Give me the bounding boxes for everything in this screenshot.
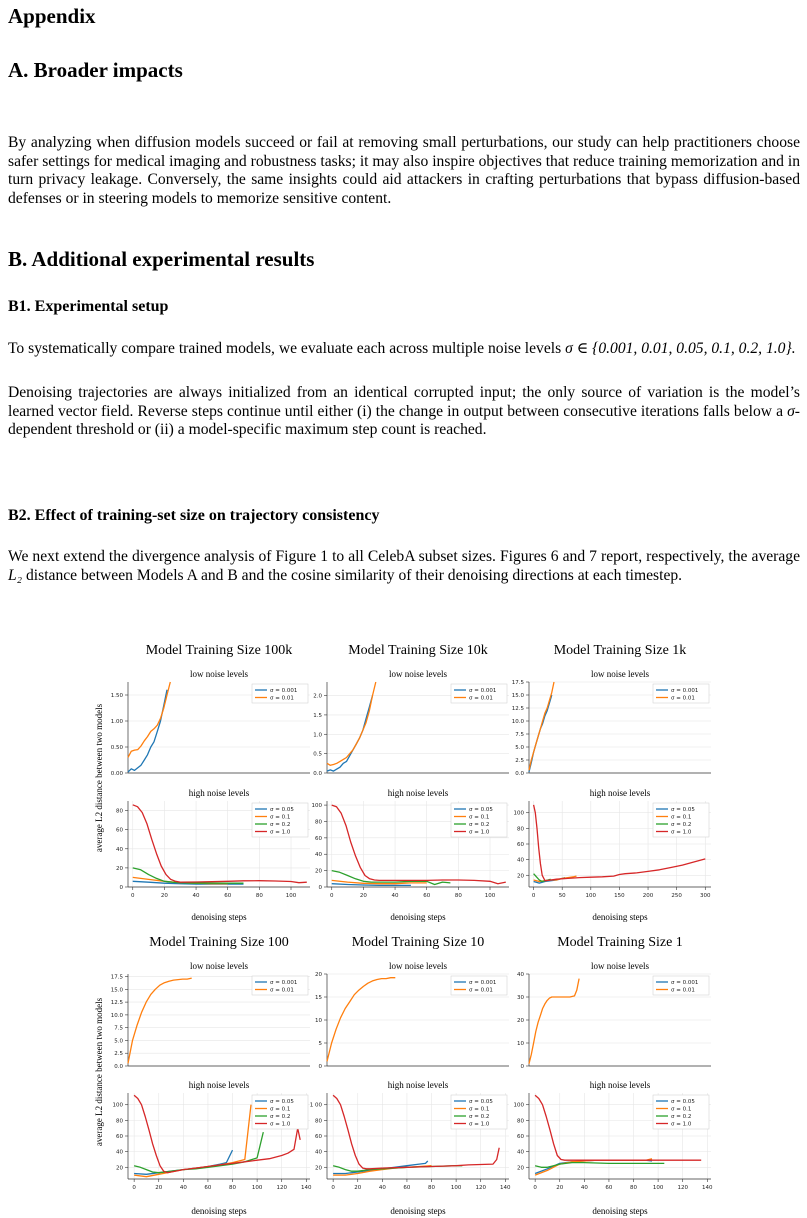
legend-label: σ = 0.1 — [671, 814, 692, 821]
legend-label: σ = 0.001 — [671, 688, 699, 694]
panel-10 — [517, 961, 711, 1070]
legend-label: σ = 0.1 — [469, 814, 490, 821]
x-tick-label: 40 — [378, 1185, 386, 1191]
x-tick-label: 60 — [605, 1185, 613, 1191]
legend-label: σ = 1.0 — [270, 829, 291, 836]
x-tick-label: 20 — [155, 1185, 163, 1191]
panel-subtitle: low noise levels — [591, 669, 649, 679]
y-tick-label: 40 — [517, 1149, 524, 1156]
y-tick-label: 60 — [517, 842, 524, 848]
b1-p1-math: σ ∈ {0.001, 0.01, 0.05, 0.1, 0.2, 1.0}. — [565, 340, 796, 357]
y-tick-label: 60 — [116, 1134, 123, 1140]
y-tick-label: 30 — [517, 995, 524, 1001]
chart-title: Model Training Size 100 — [149, 935, 289, 950]
panel-9 — [310, 1080, 511, 1191]
x-axis-label: denoising steps — [592, 1206, 648, 1216]
y-tick-label: 10 — [315, 1018, 322, 1024]
legend-label: σ = 0.001 — [270, 688, 298, 694]
y-tick-label: 40 — [315, 852, 322, 859]
y-tick-label: 10.0 — [511, 719, 524, 725]
legend — [451, 976, 507, 995]
legend-label: σ = 0.001 — [270, 980, 298, 986]
b1-p1-text: To systematically compare trained models, we evaluate each across multiple noise levels — [8, 340, 566, 357]
y-tick-label: 12.5 — [511, 706, 524, 712]
x-tick-label: 20 — [556, 1185, 564, 1191]
y-tick-label: 0 — [318, 885, 322, 891]
panel-2 — [313, 669, 509, 777]
legend-label: σ = 0.05 — [469, 807, 493, 813]
x-tick-label: 100 — [251, 1185, 263, 1191]
legend-label: σ = 0.2 — [270, 1114, 291, 1120]
x-axis-label: denoising steps — [390, 1206, 446, 1216]
x-tick-label: 150 — [614, 893, 625, 899]
y-tick-label: 5.0 — [515, 745, 524, 751]
legend-label: σ = 0.2 — [671, 1114, 692, 1120]
chart-title: Model Training Size 1 — [557, 935, 683, 950]
legend-label: σ = 0.05 — [671, 807, 695, 813]
b2-math: L₂ — [8, 566, 23, 584]
panel-subtitle: high noise levels — [589, 788, 651, 798]
x-tick-label: 250 — [671, 893, 682, 899]
y-tick-label: 10.0 — [110, 1012, 123, 1019]
legend-label: σ = 1.0 — [671, 829, 692, 836]
x-tick-label: 0 — [533, 1185, 537, 1191]
legend-label: σ = 0.2 — [671, 822, 692, 828]
x-tick-label: 60 — [224, 893, 232, 899]
legend-label: σ = 0.01 — [671, 695, 695, 702]
y-tick-label: 2.0 — [313, 693, 322, 700]
legend — [252, 684, 308, 703]
x-tick-label: 80 — [630, 1185, 638, 1191]
y-tick-label: 15.0 — [110, 987, 123, 994]
x-tick-label: 80 — [428, 1185, 436, 1191]
y-tick-label: 100 — [513, 810, 524, 817]
x-axis-label: denoising steps — [191, 1206, 247, 1216]
legend-label: σ = 0.01 — [270, 695, 294, 702]
legend-label: σ = 0.1 — [469, 1106, 490, 1113]
series-line — [128, 690, 167, 772]
chart-title: Model Training Size 1k — [553, 643, 687, 658]
section-b-heading: B. Additional experimental results — [8, 247, 315, 271]
x-tick-label: 120 — [276, 1185, 287, 1191]
b1-p2-text: Denoising trajectories are always initialized from an identical corrupted input; the only source of variation is the model’s learned vector field. Reverse steps continue until either (i) the change in output between consecutive iterations falls below a — [8, 384, 800, 420]
legend — [653, 684, 709, 703]
legend-label: σ = 1.0 — [270, 1121, 291, 1128]
section-b1-heading: B1. Experimental setup — [8, 298, 169, 315]
legend-label: σ = 0.1 — [270, 1106, 291, 1113]
x-tick-label: 300 — [700, 893, 711, 899]
y-tick-label: 20 — [517, 1165, 524, 1172]
x-tick-label: 100 — [652, 1185, 664, 1191]
y-tick-label: 0 — [520, 1064, 524, 1070]
series-line — [128, 978, 192, 1063]
y-tick-label: 0.00 — [110, 771, 123, 777]
panel-5 — [514, 788, 712, 899]
y-tick-label: 1 00 — [309, 1102, 322, 1109]
y-tick-label: 40 — [517, 972, 524, 978]
x-tick-label: 60 — [423, 893, 431, 899]
section-b2-paragraph — [8, 548, 800, 585]
legend — [252, 803, 308, 837]
x-tick-label: 20 — [354, 1185, 362, 1191]
legend — [653, 803, 709, 837]
legend-label: σ = 0.05 — [270, 1099, 294, 1105]
x-tick-label: 40 — [391, 893, 399, 899]
y-tick-label: 7.5 — [114, 1025, 123, 1032]
y-tick-label: 20 — [517, 1018, 524, 1024]
x-tick-label: 60 — [204, 1185, 212, 1191]
panel-subtitle: low noise levels — [190, 961, 248, 971]
x-tick-label: 80 — [255, 893, 263, 899]
x-tick-label: 60 — [403, 1185, 411, 1191]
x-tick-label: 0 — [331, 1185, 335, 1191]
legend-label: σ = 0.01 — [671, 987, 695, 994]
panel-11 — [514, 1080, 714, 1191]
legend-label: σ = 0.05 — [270, 807, 294, 813]
y-tick-label: 1.00 — [110, 719, 123, 725]
section-b1-paragraph-1 — [8, 340, 800, 359]
x-tick-label: 0 — [329, 893, 334, 899]
y-tick-label: 20 — [116, 865, 123, 872]
y-tick-label: 80 — [517, 826, 524, 833]
series-line — [128, 682, 170, 757]
section-b1-paragraph-2 — [8, 384, 800, 440]
x-tick-label: 100 — [585, 893, 597, 899]
y-tick-label: 2.5 — [515, 758, 524, 764]
y-tick-label: 7.5 — [515, 732, 524, 738]
y-tick-label: 20 — [517, 873, 524, 880]
y-tick-label: 60 — [315, 835, 322, 842]
x-tick-label: 40 — [192, 893, 200, 899]
panel-subtitle: high noise levels — [387, 1080, 449, 1090]
legend-label: σ = 0.1 — [270, 814, 291, 821]
legend-label: σ = 0.01 — [469, 695, 493, 702]
chart-title: Model Training Size 10 — [351, 935, 485, 950]
y-tick-label: 80 — [517, 1118, 524, 1125]
y-tick-label: 100 — [112, 1102, 123, 1109]
section-b2-heading: B2. Effect of training-set size on trajectory consistency — [8, 507, 380, 524]
y-tick-label: 0.0 — [114, 1064, 123, 1070]
legend-label: σ = 0.05 — [469, 1099, 493, 1105]
b1-p2-text-end: -dependent threshold or (ii) a model-specific maximum step count is reached. — [8, 402, 800, 438]
y-tick-label: 0.5 — [313, 751, 322, 758]
y-tick-label: 12.5 — [110, 1000, 123, 1007]
y-tick-label: 60 — [116, 827, 123, 834]
panel-subtitle: high noise levels — [387, 788, 449, 798]
panel-subtitle: low noise levels — [389, 961, 447, 971]
legend-label: σ = 1.0 — [469, 1121, 490, 1128]
y-tick-label: 80 — [315, 819, 322, 826]
series-line — [327, 978, 395, 1062]
panel-subtitle: low noise levels — [190, 669, 248, 679]
legend-label: σ = 0.001 — [469, 688, 497, 694]
legend-label: σ = 0.001 — [469, 980, 497, 986]
y-tick-label: 1.50 — [110, 693, 123, 699]
legend-label: σ = 0.2 — [469, 1114, 490, 1120]
x-axis-label: denoising steps — [191, 912, 247, 922]
x-tick-label: 200 — [642, 893, 654, 899]
figure-l2-distance — [80, 636, 807, 1218]
x-axis-label: denoising steps — [592, 912, 648, 922]
legend — [451, 684, 507, 703]
panel-subtitle: low noise levels — [591, 961, 649, 971]
series-line — [327, 696, 373, 772]
panel-4 — [512, 669, 711, 777]
x-tick-label: 120 — [475, 1185, 486, 1191]
y-tick-label: 40 — [315, 1149, 322, 1156]
y-tick-label: 80 — [116, 808, 123, 815]
x-tick-label: 40 — [580, 1185, 588, 1191]
y-tick-label: 40 — [517, 857, 524, 864]
b2-text: We next extend the divergence analysis of Figure 1 to all CelebA subset sizes. Figures 6 and 7 report, respectively, the average — [8, 548, 800, 565]
x-tick-label: 0 — [531, 893, 536, 899]
x-tick-label: 100 — [450, 1185, 462, 1191]
x-tick-label: 20 — [359, 893, 367, 899]
x-tick-label: 120 — [677, 1185, 688, 1191]
x-tick-label: 0 — [130, 893, 135, 899]
y-tick-label: 80 — [315, 1118, 322, 1125]
y-tick-label: 0.0 — [313, 771, 322, 777]
y-tick-label: 40 — [116, 1149, 123, 1156]
x-tick-label: 140 — [702, 1185, 713, 1191]
x-tick-label: 20 — [160, 893, 168, 899]
y-tick-label: 17.5 — [511, 680, 524, 686]
y-tick-label: 60 — [517, 1134, 524, 1140]
figure-svg — [80, 636, 807, 1218]
x-tick-label: 140 — [500, 1185, 511, 1191]
x-axis-label: denoising steps — [390, 912, 446, 922]
x-tick-label: 80 — [454, 893, 462, 899]
legend-label: σ = 0.01 — [469, 987, 493, 994]
y-tick-label: 10 — [517, 1041, 524, 1047]
panel-subtitle: high noise levels — [188, 788, 250, 798]
chart-title: Model Training Size 100k — [145, 643, 293, 658]
legend — [653, 1095, 709, 1129]
panel-1 — [116, 788, 310, 899]
y-tick-label: 100 — [311, 803, 322, 810]
legend-label: σ = 0.1 — [671, 1106, 692, 1113]
y-tick-label: 20 — [116, 1165, 123, 1172]
y-tick-label: 5 — [318, 1041, 322, 1047]
chart-title: Model Training Size 10k — [348, 643, 488, 658]
x-tick-label: 50 — [558, 893, 566, 899]
panel-3 — [312, 788, 510, 899]
series-line — [529, 979, 579, 1064]
legend — [451, 1095, 507, 1129]
legend-label: σ = 0.05 — [671, 1099, 695, 1105]
y-tick-label: 100 — [513, 1102, 524, 1109]
x-tick-label: 100 — [484, 893, 496, 899]
y-tick-label: 17.5 — [110, 974, 123, 981]
y-tick-label: 15 — [315, 995, 322, 1001]
y-tick-label: 2.5 — [114, 1051, 123, 1058]
y-tick-label: 5.0 — [114, 1038, 123, 1045]
panel-6 — [111, 961, 310, 1070]
panel-8 — [315, 961, 509, 1070]
x-tick-label: 0 — [132, 1185, 136, 1191]
y-tick-label: 20 — [315, 972, 322, 978]
y-tick-label: 15.0 — [511, 693, 524, 699]
x-tick-label: 40 — [179, 1185, 187, 1191]
x-tick-label: 100 — [285, 893, 297, 899]
y-tick-label: 40 — [116, 846, 123, 853]
y-tick-label: 0 — [318, 1064, 322, 1070]
y-tick-label: 0.0 — [515, 771, 524, 777]
y-tick-label: 1.0 — [313, 732, 322, 739]
legend — [252, 1095, 308, 1129]
y-tick-label: 20 — [315, 868, 322, 875]
panel-0 — [111, 669, 310, 777]
legend-label: σ = 0.2 — [469, 822, 490, 828]
panel-7 — [113, 1080, 313, 1191]
x-tick-label: 140 — [301, 1185, 312, 1191]
legend-label: σ = 1.0 — [469, 829, 490, 836]
x-tick-label: 80 — [229, 1185, 237, 1191]
series-line — [529, 695, 552, 772]
legend — [252, 976, 308, 995]
y-tick-label: 60 — [315, 1134, 322, 1140]
y-tick-label: 0.50 — [110, 745, 123, 751]
y-tick-label: 1.5 — [313, 712, 322, 719]
legend — [653, 976, 709, 995]
series-line — [535, 1160, 652, 1173]
legend-label: σ = 0.001 — [671, 980, 699, 986]
panel-subtitle: low noise levels — [389, 669, 447, 679]
legend-label: σ = 0.01 — [270, 987, 294, 994]
legend-label: σ = 0.2 — [270, 822, 291, 828]
panel-subtitle: high noise levels — [188, 1080, 250, 1090]
section-a-heading: A. Broader impacts — [8, 58, 183, 82]
y-axis-label: average L2 distance between two models — [94, 703, 104, 853]
legend — [451, 803, 507, 837]
legend-label: σ = 1.0 — [671, 1121, 692, 1128]
y-tick-label: 80 — [116, 1118, 123, 1125]
b2-text-end: distance between Models A and B and the cosine similarity of their denoising directions at each timestep. — [22, 566, 683, 584]
section-a-paragraph: By analyzing when diffusion models succeed or fail at removing small perturbations, our study can help practitioners choose safer settings for medical imaging and robustness tasks; it may also inspire objectives that reduce training memorization and in turn privacy leakage. Conversely, the same insights could aid attackers in crafting perturbations that bypass diffusion-based defenses or in steering models to memorize sensitive content. — [8, 134, 800, 207]
y-axis-label: average L2 distance between two models — [94, 997, 104, 1147]
y-tick-label: 20 — [315, 1165, 322, 1172]
appendix-heading: Appendix — [8, 4, 96, 28]
y-tick-label: 0 — [119, 885, 123, 891]
b1-p2-sigma: σ — [787, 402, 795, 420]
panel-subtitle: high noise levels — [589, 1080, 651, 1090]
series-line — [134, 1132, 263, 1173]
